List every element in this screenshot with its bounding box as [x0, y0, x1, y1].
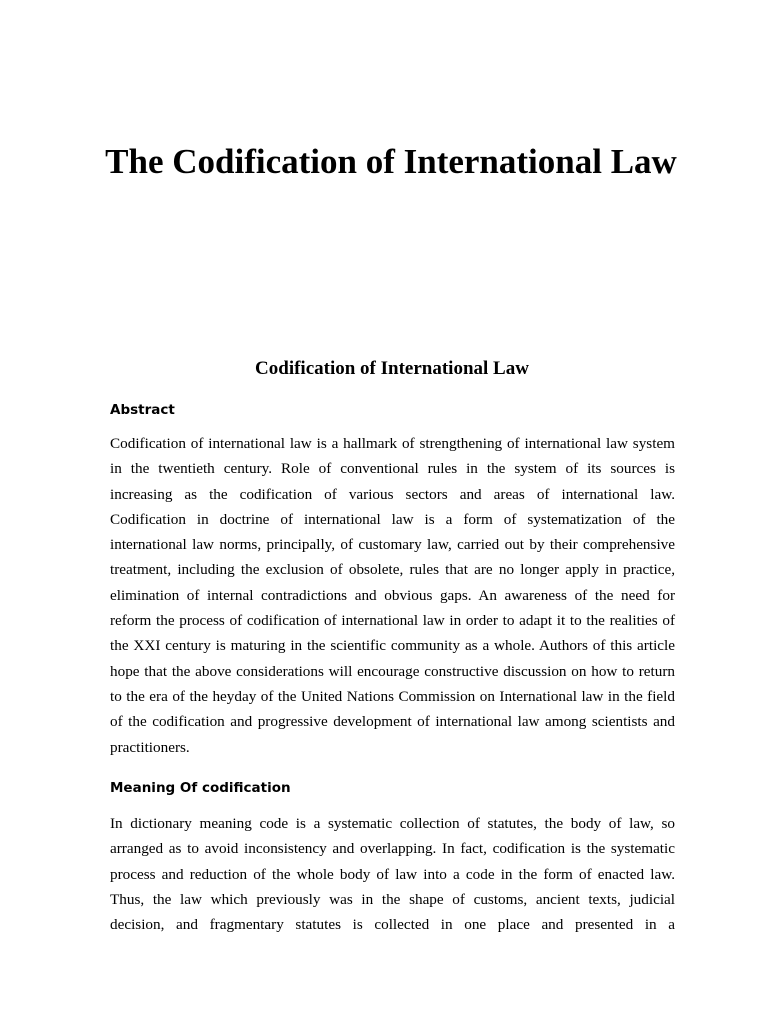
- abstract-heading: Abstract: [110, 402, 175, 418]
- abstract-line: in the twentieth century. Role of conventional rules in the system of its sources is: [110, 460, 675, 478]
- document-title: The Codification of International Law: [105, 142, 677, 181]
- meaning-line: Thus, the law which previously was in the shape of customs, ancient texts, judicial: [110, 890, 675, 908]
- abstract-line: of the codification and progressive development of international law among scientists and: [110, 713, 675, 731]
- meaning-line: decision, and fragmentary statutes is collected in one place and presented in a: [110, 916, 675, 934]
- abstract-line: the XXI century is maturing in the scientific community as a whole. Authors of this article: [110, 637, 675, 655]
- abstract-line: hope that the above considerations will encourage constructive discussion on how to return: [110, 662, 675, 680]
- section-heading: Codification of International Law: [255, 358, 529, 379]
- meaning-line: arranged as to avoid inconsistency and overlapping. In fact, codification is the systematic: [110, 840, 675, 858]
- abstract-line: to the era of the heyday of the United Nations Commission on International law in the field: [110, 687, 675, 705]
- meaning-line: process and reduction of the whole body of law into a code in the form of enacted law.: [110, 865, 675, 883]
- abstract-line: Codification of international law is a hallmark of strengthening of international law system: [110, 435, 675, 452]
- meaning-heading: Meaning Of codification: [110, 780, 291, 796]
- meaning-paragraph: [110, 811, 675, 937]
- abstract-line: practitioners.: [110, 738, 190, 756]
- abstract-line: reform the process of codification of international law in order to adapt it to the realities of: [110, 612, 675, 630]
- abstract-line: Codification in doctrine of international law is a form of systematization of the: [110, 510, 675, 528]
- abstract-line: international law norms, principally, of customary law, carried out by their comprehensive: [110, 536, 675, 554]
- abstract-paragraph: [110, 431, 675, 760]
- abstract-line: treatment, including the exclusion of obsolete, rules that are no longer apply in practice,: [110, 561, 675, 579]
- abstract-line: elimination of internal contradictions and obvious gaps. An awareness of the need for: [110, 586, 675, 604]
- meaning-line: In dictionary meaning code is a systematic collection of statutes, the body of law, so: [110, 815, 675, 832]
- abstract-line: increasing as the codification of various sectors and areas of international law.: [110, 485, 675, 503]
